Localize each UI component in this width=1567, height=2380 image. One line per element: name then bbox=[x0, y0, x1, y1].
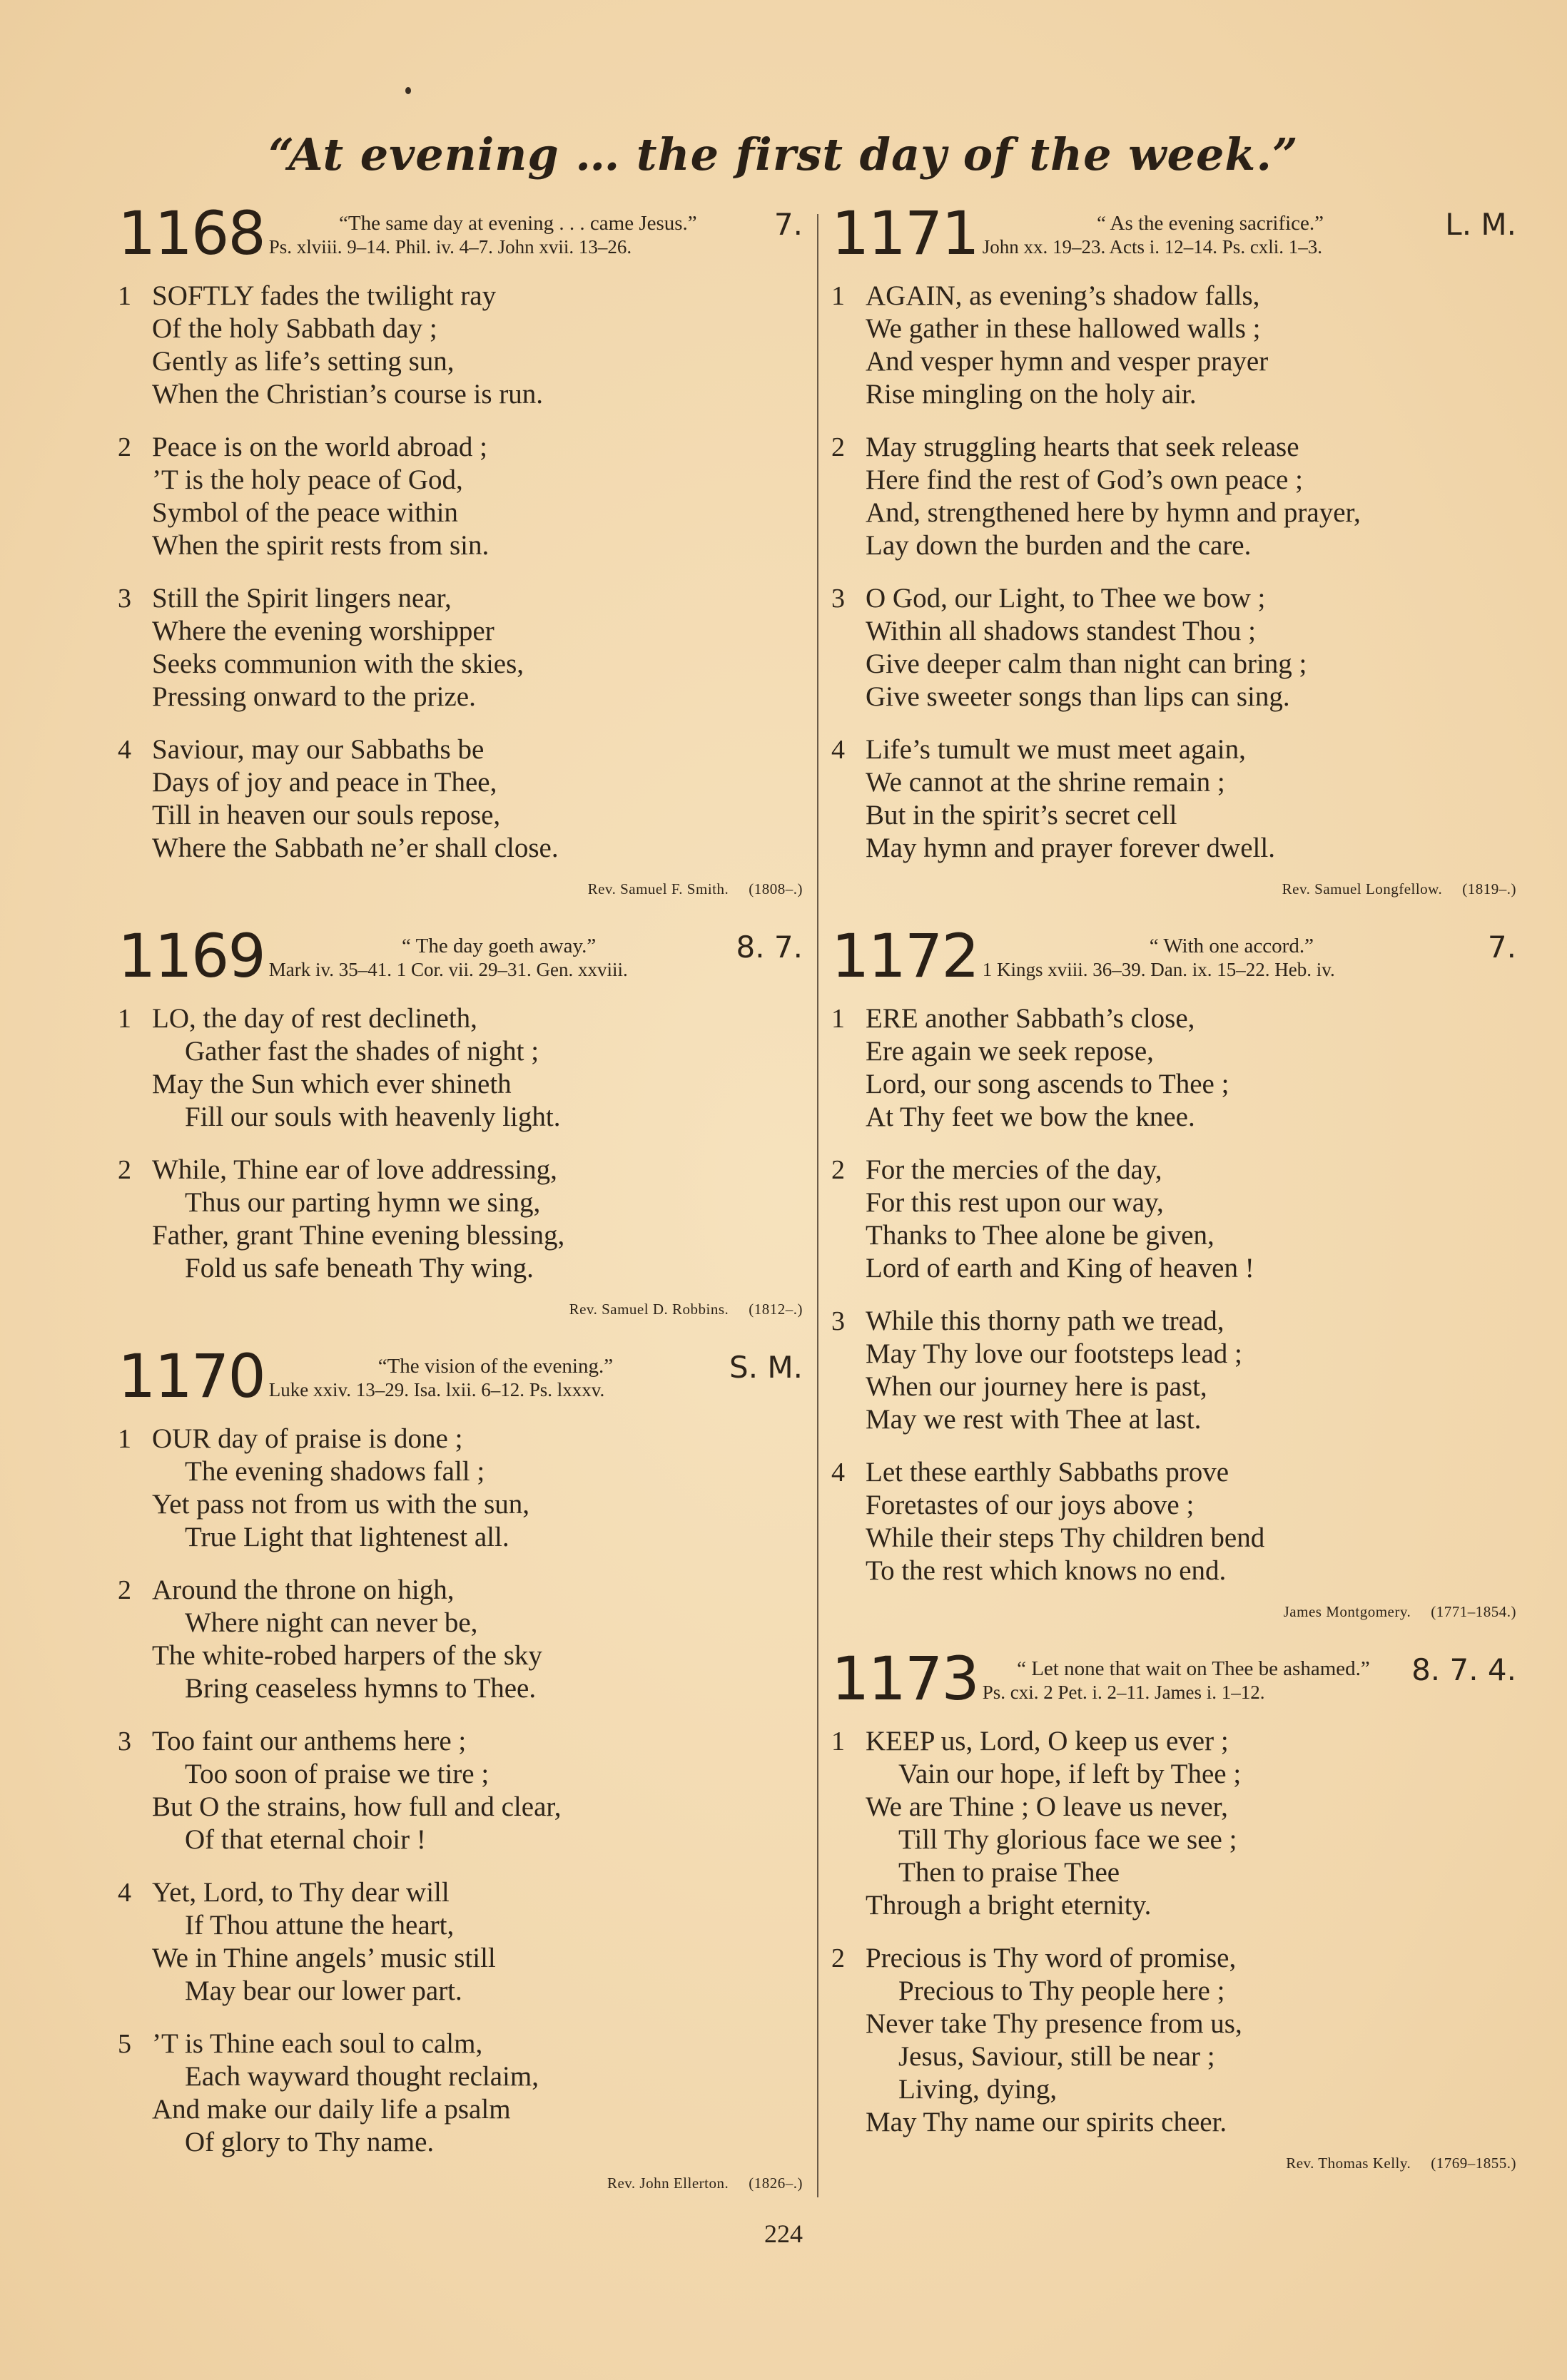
verse-line: May struggling hearts that seek release bbox=[866, 432, 1299, 462]
scripture-references: Ps. xlviii. 9–14. Phil. iv. 4–7. John xvii. 13–26. bbox=[268, 236, 632, 258]
verse-line: May Thy name our spirits cheer. bbox=[866, 2107, 1227, 2137]
verse-line: Precious to Thy people here ; bbox=[898, 1975, 1225, 2006]
stanza bbox=[118, 1725, 803, 1856]
stanza-lines bbox=[866, 1725, 1241, 1922]
stanza-number: 2 bbox=[831, 1155, 845, 1185]
verse-line: Let these earthly Sabbaths prove bbox=[866, 1457, 1229, 1488]
verse-line: Thus our parting hymn we sing, bbox=[185, 1187, 541, 1218]
verse-line: When the Christian’s course is run. bbox=[152, 379, 544, 410]
stanza bbox=[118, 1002, 803, 1134]
verse-line: While, Thine ear of love addressing, bbox=[152, 1154, 557, 1185]
verse-line: Lord, our song ascends to Thee ; bbox=[866, 1069, 1229, 1099]
author-dates: (1826–.) bbox=[749, 2175, 803, 2192]
verse-line: LO, the day of rest declineth, bbox=[152, 1003, 477, 1034]
stanza bbox=[831, 1456, 1516, 1587]
hymn-info bbox=[983, 1652, 1404, 1704]
hymn-number: 1170 bbox=[118, 1341, 265, 1411]
stanza-lines bbox=[866, 431, 1361, 562]
stanza bbox=[118, 1154, 803, 1285]
stanza bbox=[831, 431, 1516, 562]
hymn-meter: 7. bbox=[774, 207, 803, 242]
stanza-number: 2 bbox=[118, 432, 131, 462]
stanza bbox=[118, 582, 803, 713]
hymn-number: 1171 bbox=[831, 198, 978, 268]
verse-line: The white-robed harpers of the sky bbox=[152, 1640, 542, 1671]
verse-line: O God, our Light, to Thee we bow ; bbox=[866, 583, 1266, 614]
author-name: James Montgomery. bbox=[1283, 1603, 1411, 1620]
verse-line: And vesper hymn and vesper prayer bbox=[866, 346, 1269, 377]
verse-line: Of that eternal choir ! bbox=[185, 1824, 426, 1855]
hymn-number: 1173 bbox=[831, 1644, 978, 1714]
verse-line: For the mercies of the day, bbox=[866, 1154, 1162, 1185]
stanza-number: 5 bbox=[118, 2029, 131, 2059]
stanza-number: 2 bbox=[831, 432, 845, 462]
ink-speck bbox=[405, 87, 411, 94]
scripture-references: Ps. cxi. 2 Pet. i. 2–11. James i. 1–12. bbox=[982, 1682, 1265, 1703]
verse-line: Living, dying, bbox=[898, 2074, 1058, 2105]
hymn-1168 bbox=[118, 198, 803, 898]
verse-line: We gather in these hallowed walls ; bbox=[866, 313, 1261, 344]
verse-line: ERE another Sabbath’s close, bbox=[866, 1003, 1195, 1034]
hymn-author bbox=[831, 1603, 1516, 1621]
verse-line: May bear our lower part. bbox=[185, 1975, 462, 2006]
stanza-number: 1 bbox=[831, 1004, 845, 1034]
stanza bbox=[831, 1942, 1516, 2139]
scripture-references: 1 Kings xviii. 36–39. Dan. ix. 15–22. Heb. iv. bbox=[982, 959, 1335, 980]
verse-line: While their steps Thy children bend bbox=[866, 1522, 1265, 1553]
hymn-header bbox=[831, 1644, 1516, 1714]
verse-line: Of the holy Sabbath day ; bbox=[152, 313, 437, 344]
verse-line: Foretastes of our joys above ; bbox=[866, 1490, 1195, 1520]
verse-line: Days of joy and peace in Thee, bbox=[152, 767, 497, 798]
stanza bbox=[831, 280, 1516, 411]
hymn-number: 1169 bbox=[118, 921, 265, 991]
verse-line: Fold us safe beneath Thy wing. bbox=[185, 1253, 534, 1283]
verse-line: Too soon of praise we tire ; bbox=[185, 1759, 490, 1789]
hymn-author bbox=[118, 880, 803, 898]
verse-line: Ere again we seek repose, bbox=[866, 1036, 1154, 1067]
stanza-lines bbox=[152, 582, 524, 713]
hymn-meter: L. M. bbox=[1445, 207, 1516, 242]
hymn-1172 bbox=[831, 921, 1516, 1621]
stanza-lines bbox=[152, 733, 559, 865]
verse-line: Still the Spirit lingers near, bbox=[152, 583, 452, 614]
stanza-number: 2 bbox=[831, 1943, 845, 1973]
author-dates: (1812–.) bbox=[749, 1301, 803, 1318]
stanza-lines bbox=[152, 1725, 562, 1856]
verse-line: May we rest with Thee at last. bbox=[866, 1404, 1202, 1435]
hymn-info bbox=[983, 207, 1439, 258]
stanza-lines bbox=[152, 1423, 529, 1554]
scripture-references: Mark iv. 35–41. 1 Cor. vii. 29–31. Gen. xxviii. bbox=[268, 959, 628, 980]
verse-line: Rise mingling on the holy air. bbox=[866, 379, 1197, 410]
stanza-number: 1 bbox=[118, 1424, 131, 1454]
stanza-lines bbox=[866, 1002, 1229, 1134]
stanza bbox=[118, 1876, 803, 2008]
verse-line: While this thorny path we tread, bbox=[866, 1306, 1224, 1336]
hymn-1169 bbox=[118, 921, 803, 1318]
verse-line: Yet pass not from us with the sun, bbox=[152, 1489, 530, 1520]
stanza bbox=[831, 1002, 1516, 1134]
stanza-number: 3 bbox=[118, 584, 131, 614]
stanza-number: 4 bbox=[118, 735, 131, 765]
hymn-header bbox=[118, 198, 803, 268]
verse-line: Then to praise Thee bbox=[898, 1857, 1120, 1888]
verse-line: Saviour, may our Sabbaths be bbox=[152, 734, 485, 765]
hymn-number: 1172 bbox=[831, 921, 978, 991]
stanza-lines bbox=[866, 1305, 1242, 1436]
stanza-number: 1 bbox=[831, 1726, 845, 1756]
verse-line: Jesus, Saviour, still be near ; bbox=[898, 2041, 1215, 2072]
hymn-title: “ With one accord.” bbox=[1149, 935, 1314, 957]
page-heading: “At evening … the first day of the week.” bbox=[268, 128, 1299, 180]
verse-line: Gently as life’s setting sun, bbox=[152, 346, 455, 377]
stanza-number: 3 bbox=[831, 1306, 845, 1336]
verse-line: And make our daily life a psalm bbox=[152, 2094, 511, 2125]
verse-line: But O the strains, how full and clear, bbox=[152, 1791, 562, 1822]
right-column bbox=[831, 198, 1516, 2204]
stanza-lines bbox=[152, 431, 489, 562]
hymn-meter: 7. bbox=[1487, 930, 1516, 965]
verse-line: But in the spirit’s secret cell bbox=[866, 800, 1177, 830]
stanza-lines bbox=[152, 2028, 539, 2159]
verse-line: We in Thine angels’ music still bbox=[152, 1943, 496, 1973]
stanza bbox=[118, 733, 803, 865]
author-name: Rev. Samuel Longfellow. bbox=[1282, 880, 1443, 897]
stanza-lines bbox=[866, 1154, 1254, 1285]
verse-line: We are Thine ; O leave us never, bbox=[866, 1791, 1228, 1822]
stanza-number: 3 bbox=[118, 1726, 131, 1756]
hymn-title: “ The day goeth away.” bbox=[402, 935, 597, 957]
verse-line: SOFTLY fades the twilight ray bbox=[152, 280, 497, 311]
hymn-meter: 8. 7. 4. bbox=[1411, 1652, 1516, 1687]
verse-line: To the rest which knows no end. bbox=[866, 1555, 1227, 1586]
verse-line: Vain our hope, if left by Thee ; bbox=[898, 1759, 1242, 1789]
scripture-references: John xx. 19–23. Acts i. 12–14. Ps. cxli. 1–3. bbox=[982, 236, 1323, 258]
verse-line: We cannot at the shrine remain ; bbox=[866, 767, 1225, 798]
verse-line: Each wayward thought reclaim, bbox=[185, 2061, 539, 2092]
verse-line: KEEP us, Lord, O keep us ever ; bbox=[866, 1726, 1229, 1756]
verse-line: Never take Thy presence from us, bbox=[866, 2008, 1242, 2039]
hymn-header bbox=[831, 198, 1516, 268]
verse-line: True Light that lightenest all. bbox=[185, 1522, 509, 1552]
hymn-1171 bbox=[831, 198, 1516, 898]
author-name: Rev. Thomas Kelly. bbox=[1286, 2155, 1411, 2172]
verse-line: At Thy feet we bow the knee. bbox=[866, 1102, 1195, 1132]
verse-line: Too faint our anthems here ; bbox=[152, 1726, 467, 1756]
verse-line: Precious is Thy word of promise, bbox=[866, 1943, 1237, 1973]
author-dates: (1808–.) bbox=[749, 880, 803, 897]
verse-line: Where the evening worshipper bbox=[152, 616, 495, 646]
hymn-meter: S. M. bbox=[729, 1350, 803, 1385]
stanza-lines bbox=[866, 733, 1275, 865]
stanza-lines bbox=[152, 1574, 542, 1705]
verse-line: ’T is Thine each soul to calm, bbox=[152, 2028, 483, 2059]
stanza bbox=[118, 2028, 803, 2159]
stanza-lines bbox=[152, 1154, 564, 1285]
stanza-number: 4 bbox=[831, 735, 845, 765]
left-column bbox=[118, 198, 803, 2224]
hymn-header bbox=[118, 921, 803, 991]
stanza bbox=[831, 1725, 1516, 1922]
hymn-info bbox=[269, 207, 767, 258]
stanza-lines bbox=[866, 1942, 1242, 2139]
stanza-number: 1 bbox=[118, 1004, 131, 1034]
hymn-title: “ As the evening sacrifice.” bbox=[1097, 212, 1324, 235]
verse-line: Of glory to Thy name. bbox=[185, 2127, 435, 2157]
stanza-lines bbox=[152, 1876, 496, 2008]
verse-line: Give deeper calm than night can bring ; bbox=[866, 649, 1307, 679]
verse-line: Gather fast the shades of night ; bbox=[185, 1036, 539, 1067]
hymn-1170 bbox=[118, 1341, 803, 2192]
hymn-author bbox=[118, 2175, 803, 2192]
verse-line: Lay down the burden and the care. bbox=[866, 530, 1252, 561]
verse-line: For this rest upon our way, bbox=[866, 1187, 1164, 1218]
stanza bbox=[831, 582, 1516, 713]
stanza bbox=[118, 280, 803, 411]
hymn-meter: 8. 7. bbox=[736, 930, 803, 965]
verse-line: Pressing onward to the prize. bbox=[152, 681, 476, 712]
verse-line: ’T is the holy peace of God, bbox=[152, 464, 463, 495]
verse-line: When our journey here is past, bbox=[866, 1371, 1207, 1402]
stanza-number: 4 bbox=[831, 1458, 845, 1488]
hymn-info bbox=[269, 930, 729, 981]
verse-line: Where night can never be, bbox=[185, 1607, 478, 1638]
verse-line: Within all shadows standest Thou ; bbox=[866, 616, 1256, 646]
stanza-number: 3 bbox=[831, 584, 845, 614]
stanza-lines bbox=[866, 582, 1307, 713]
page-number: 224 bbox=[764, 2219, 803, 2248]
author-name: Rev. Samuel F. Smith. bbox=[587, 880, 729, 897]
hymn-title: “The same day at evening . . . came Jesus.” bbox=[339, 212, 697, 235]
stanza-lines bbox=[152, 280, 543, 411]
hymn-info bbox=[983, 930, 1481, 981]
verse-line: Symbol of the peace within bbox=[152, 497, 458, 528]
verse-line: Father, grant Thine evening blessing, bbox=[152, 1220, 565, 1251]
verse-line: May Thy love our footsteps lead ; bbox=[866, 1338, 1242, 1369]
verse-line: Give sweeter songs than lips can sing. bbox=[866, 681, 1290, 712]
verse-line: Seeks communion with the skies, bbox=[152, 649, 524, 679]
verse-line: Here find the rest of God’s own peace ; bbox=[866, 464, 1303, 495]
hymn-header bbox=[118, 1341, 803, 1411]
scripture-references: Luke xxiv. 13–29. Isa. lxii. 6–12. Ps. lxxxv. bbox=[268, 1379, 605, 1400]
verse-line: May the Sun which ever shineth bbox=[152, 1069, 512, 1099]
verse-line: Lord of earth and King of heaven ! bbox=[866, 1253, 1254, 1283]
hymn-title: “ Let none that wait on Thee be ashamed.” bbox=[1017, 1657, 1370, 1680]
verse-line: Thanks to Thee alone be given, bbox=[866, 1220, 1214, 1251]
hymn-number: 1168 bbox=[118, 198, 265, 268]
author-name: Rev. John Ellerton. bbox=[607, 2175, 729, 2192]
stanza bbox=[831, 1305, 1516, 1436]
verse-line: Till Thy glorious face we see ; bbox=[898, 1824, 1237, 1855]
verse-line: If Thou attune the heart, bbox=[185, 1910, 455, 1941]
stanza bbox=[118, 431, 803, 562]
stanza-number: 1 bbox=[118, 281, 131, 311]
verse-line: Till in heaven our souls repose, bbox=[152, 800, 501, 830]
verse-line: Peace is on the world abroad ; bbox=[152, 432, 488, 462]
hymn-header bbox=[831, 921, 1516, 991]
stanza-number: 2 bbox=[118, 1575, 131, 1605]
verse-line: Yet, Lord, to Thy dear will bbox=[152, 1877, 450, 1908]
stanza bbox=[118, 1574, 803, 1705]
author-name: Rev. Samuel D. Robbins. bbox=[569, 1301, 729, 1318]
verse-line: And, strengthened here by hymn and prayer, bbox=[866, 497, 1361, 528]
author-dates: (1771–1854.) bbox=[1431, 1603, 1516, 1620]
hymn-author bbox=[118, 1301, 803, 1318]
stanza bbox=[831, 733, 1516, 865]
hymn-1173 bbox=[831, 1644, 1516, 2172]
column-divider bbox=[817, 214, 818, 2197]
verse-line: Bring ceaseless hymns to Thee. bbox=[185, 1673, 537, 1704]
verse-line: When the spirit rests from sin. bbox=[152, 530, 490, 561]
stanza bbox=[118, 1423, 803, 1554]
stanza-lines bbox=[866, 280, 1268, 411]
verse-line: May hymn and prayer forever dwell. bbox=[866, 833, 1275, 863]
author-dates: (1819–.) bbox=[1462, 880, 1516, 897]
verse-line: Life’s tumult we must meet again, bbox=[866, 734, 1246, 765]
stanza-lines bbox=[866, 1456, 1264, 1587]
stanza-number: 4 bbox=[118, 1878, 131, 1908]
verse-line: AGAIN, as evening’s shadow falls, bbox=[866, 280, 1260, 311]
stanza bbox=[831, 1154, 1516, 1285]
stanza-lines bbox=[152, 1002, 560, 1134]
verse-line: Through a bright eternity. bbox=[866, 1890, 1152, 1921]
stanza-number: 1 bbox=[831, 281, 845, 311]
author-dates: (1769–1855.) bbox=[1431, 2155, 1516, 2172]
hymn-author bbox=[831, 2155, 1516, 2172]
verse-line: The evening shadows fall ; bbox=[185, 1456, 485, 1487]
hymn-title: “The vision of the evening.” bbox=[377, 1355, 614, 1378]
verse-line: Fill our souls with heavenly light. bbox=[185, 1102, 561, 1132]
hymn-info bbox=[269, 1350, 722, 1401]
verse-line: OUR day of praise is done ; bbox=[152, 1423, 463, 1454]
stanza-number: 2 bbox=[118, 1155, 131, 1185]
verse-line: Where the Sabbath ne’er shall close. bbox=[152, 833, 559, 863]
hymn-author bbox=[831, 880, 1516, 898]
verse-line: Around the throne on high, bbox=[152, 1575, 455, 1605]
